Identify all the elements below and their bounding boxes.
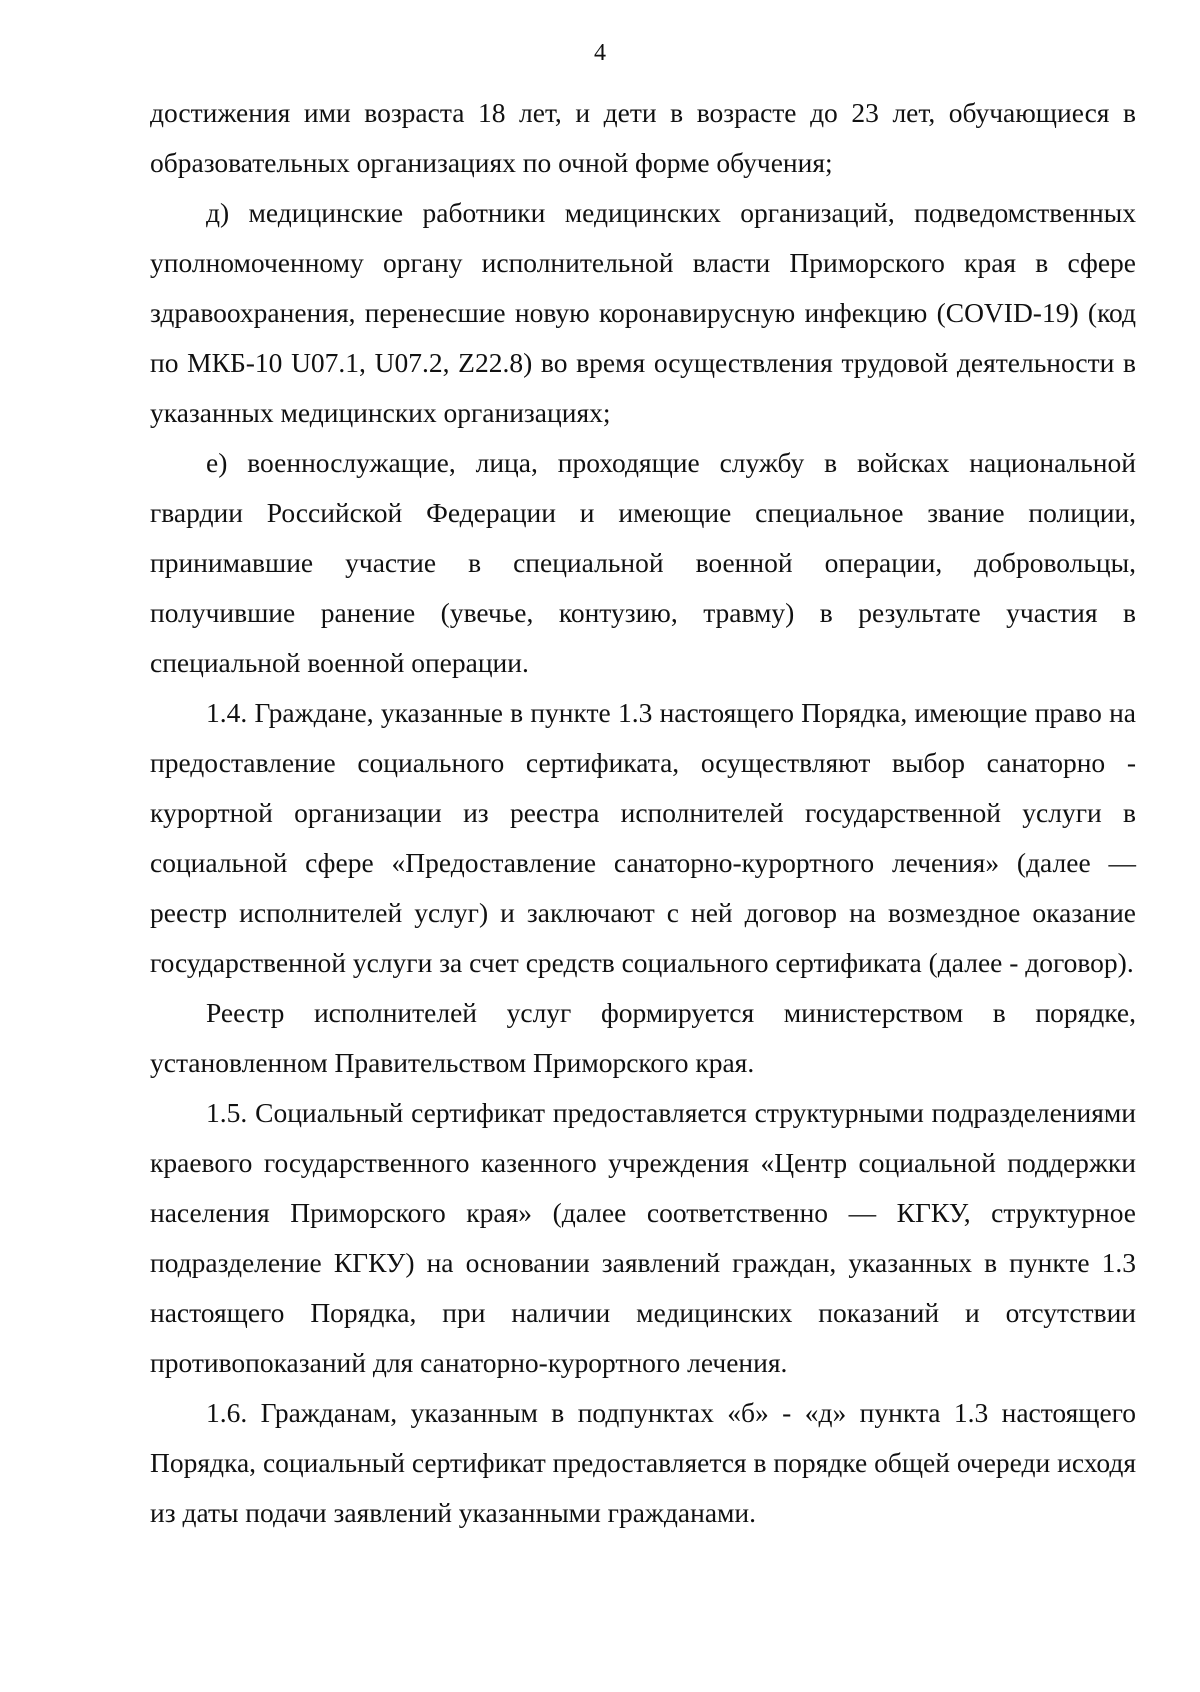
paragraph-1-6: 1.6. Гражданам, указанным в подпунктах «б» - «д» пункта 1.3 настоящего Порядка, социальный сертификат предоставляется в порядке общей очереди исходя из даты подачи заявлений указанными гражданами.	[150, 1397, 1136, 1528]
document-body	[150, 88, 1136, 1538]
paragraph-1-5: 1.5. Социальный сертификат предоставляется структурными подразделениями краевого государственного казенного учреждения «Центр социальной поддержки населения Приморского края» (далее соответственно — КГКУ, структурное подразделение КГКУ) на основании заявлений граждан, указанных в пункте 1.3 настоящего Порядка, при наличии медицинских показаний и отсутствии противопоказаний для санаторно-курортного лечения.	[150, 1097, 1136, 1378]
page-number: 4	[594, 40, 606, 66]
paragraph-1-4: 1.4. Граждане, указанные в пункте 1.3 настоящего Порядка, имеющие право на предоставление социального сертификата, осуществляют выбор санаторно - курортной организации из реестра исполнителей государственной услуги в социальной сфере «Предоставление санаторно-курортного лечения» (далее — реестр исполнителей услуг) и заключают с ней договор на возмездное оказание государственной услуги за счет средств социального сертификата (далее - договор).	[150, 697, 1136, 978]
paragraph-registry: Реестр исполнителей услуг формируется министерством в порядке, установленном Правительством Приморского края.	[150, 997, 1136, 1078]
paragraph-item-e: е) военнослужащие, лица, проходящие службу в войсках национальной гвардии Российской Федерации и имеющие специальное звание полиции, принимавшие участие в специальной военной операции, добровольцы, получившие ранение (увечье, контузию, травму) в результате участия в специальной военной операции.	[150, 447, 1136, 678]
paragraph-item-d: д) медицинские работники медицинских организаций, подведомственных уполномоченному органу исполнительной власти Приморского края в сфере здравоохранения, перенесшие новую коронавирусную инфекцию (COVID-19) (код по МКБ-10 U07.1, U07.2, Z22.8) во время осуществления трудовой деятельности в указанных медицинских организациях;	[150, 197, 1136, 428]
paragraph-continuation: достижения ими возраста 18 лет, и дети в возрасте до 23 лет, обучающиеся в образовательных организациях по очной форме обучения;	[150, 97, 1136, 178]
